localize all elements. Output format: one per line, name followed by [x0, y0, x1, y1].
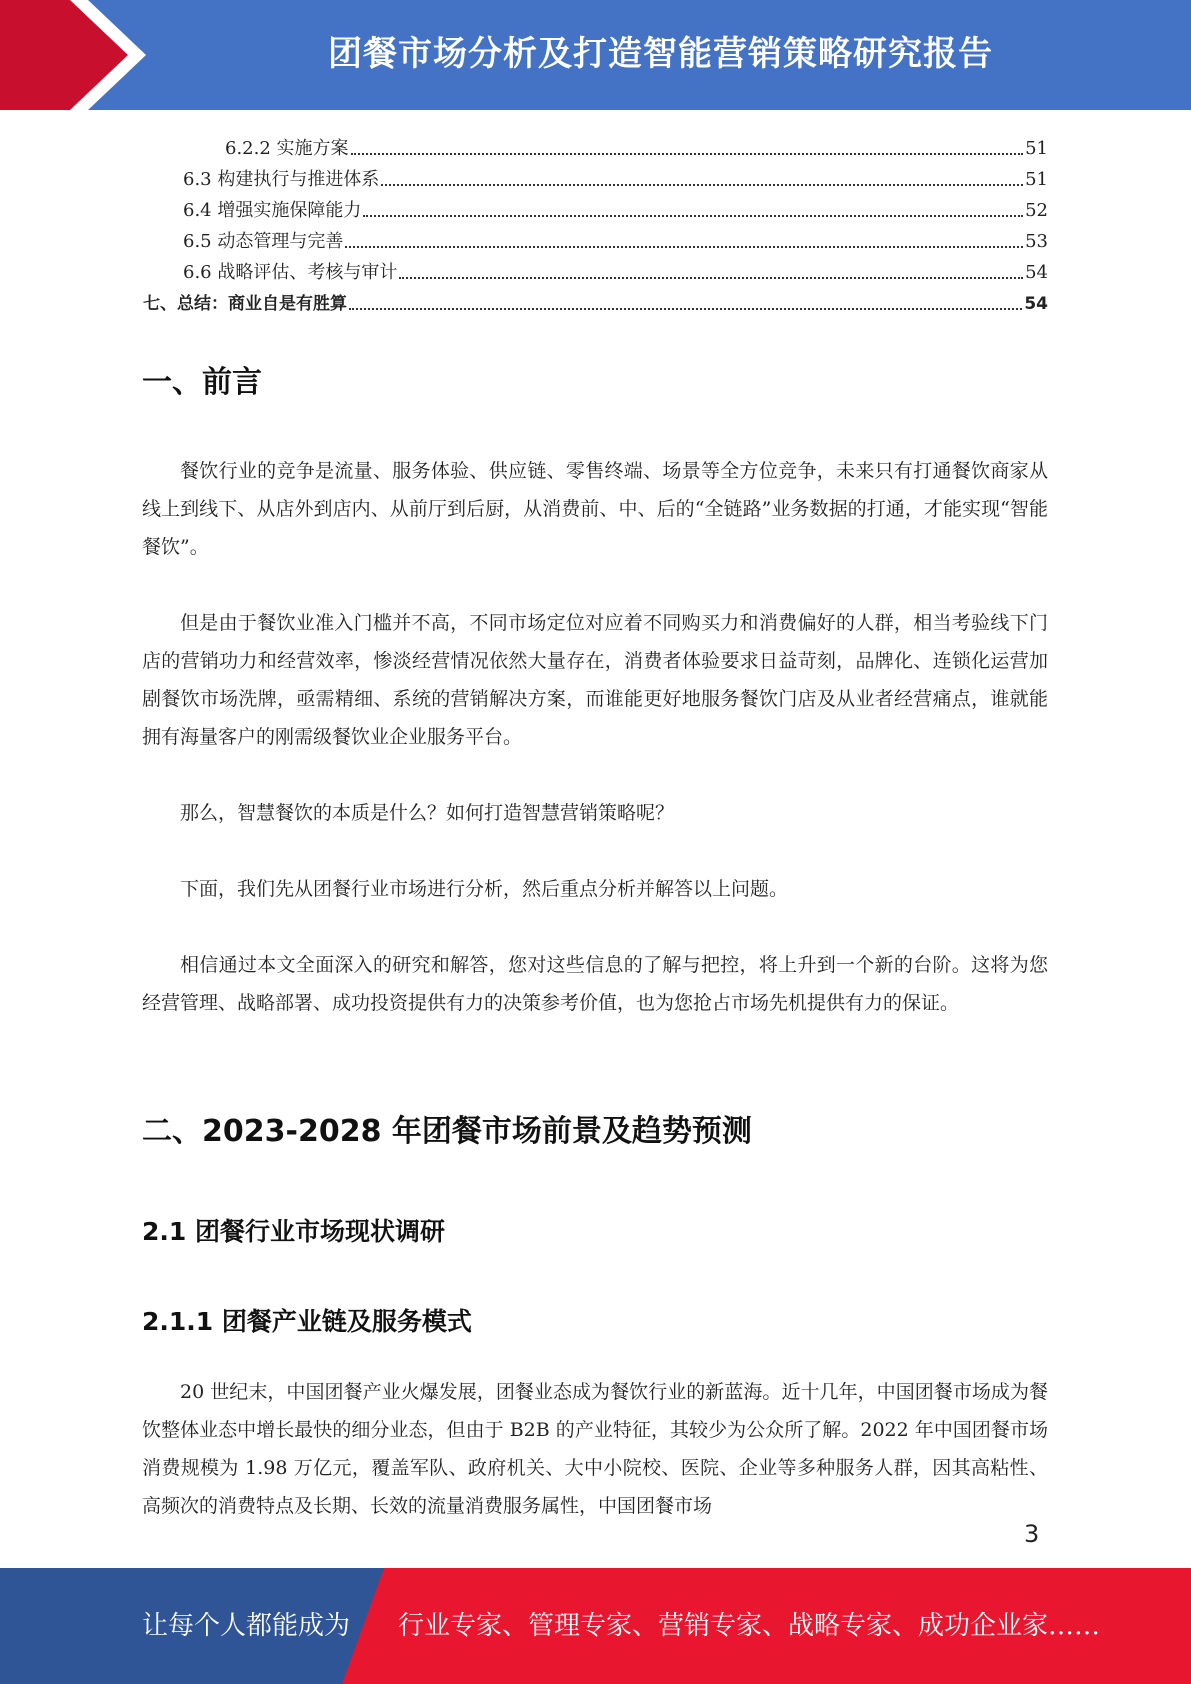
- section-heading: 二、2023-2028 年团餐市场前景及趋势预测: [142, 1114, 752, 1149]
- toc-entry[interactable]: [143, 254, 1048, 285]
- body-paragraph: 但是由于餐饮业准入门槛并不高，不同市场定位对应着不同购买力和消费偏好的人群，相当考验线下门店的营销功力和经营效率，惨淡经营情况依然大量存在，消费者体验要求日益苛刻，品牌化、连锁化运营加剧餐饮市场洗牌，亟需精细、系统的营销解决方案，而谁能更好地服务餐饮门店及从业者经营痛点，谁就能拥有海量客户的刚需级餐饮业企业服务平台。: [142, 612, 1048, 748]
- toc-leader-dots: [349, 308, 1022, 310]
- toc-entry-label: 6.5 动态管理与完善: [183, 231, 344, 252]
- toc-leader-dots: [345, 246, 1023, 248]
- table-of-contents: [143, 130, 1048, 316]
- toc-entry[interactable]: [143, 285, 1048, 316]
- toc-entry[interactable]: [143, 130, 1048, 161]
- footer-slogan-left: 让每个人都能成为: [142, 1611, 351, 1641]
- subsection-heading: 2.1 团餐行业市场现状调研: [142, 1217, 445, 1246]
- body-paragraph: 餐饮行业的竞争是流量、服务体验、供应链、零售终端、场景等全方位竞争，未来只有打通餐饮商家从线上到线下、从店外到店内、从前厅到后厨，从消费前、中、后的“全链路”业务数据的打通，才能实现“智能餐饮”。: [142, 460, 1048, 558]
- footer-bar: [0, 1568, 1191, 1684]
- body-paragraph: 那么，智慧餐饮的本质是什么？如何打造智慧营销策略呢？: [180, 802, 675, 824]
- body-paragraph: 20 世纪末，中国团餐产业火爆发展，团餐业态成为餐饮行业的新蓝海。近十几年，中国团餐市场成为餐饮整体业态中增长最快的细分业态，但由于 B2B 的产业特征，其较少为公众所了解。2022 年中国团餐市场消费规模为 1.98 万亿元，覆盖军队、政府机关、大中小院校、医院、企业等多种服务人群，因其高粘性、高频次的消费特点及长期、长效的流量消费服务属性，中国团餐市场: [142, 1381, 1048, 1517]
- toc-entry-page: 54: [1024, 294, 1048, 314]
- header-bar: [0, 0, 1191, 110]
- subsubsection-heading: 2.1.1 团餐产业链及服务模式: [142, 1307, 472, 1336]
- toc-entry-page: 54: [1025, 262, 1048, 283]
- toc-entry-label: 6.4 增强实施保障能力: [183, 200, 362, 221]
- document-title: 团餐市场分析及打造智能营销策略研究报告: [328, 34, 993, 74]
- toc-leader-dots: [399, 277, 1023, 279]
- footer-slogan-right: 行业专家、管理专家、营销专家、战略专家、成功企业家……: [398, 1611, 1101, 1641]
- toc-entry-label: 6.3 构建执行与推进体系: [183, 169, 380, 190]
- body-paragraph: 下面，我们先从团餐行业市场进行分析，然后重点分析并解答以上问题。: [180, 878, 789, 900]
- toc-entry-label: 6.6 战略评估、考核与审计: [183, 262, 398, 283]
- toc-entry[interactable]: [143, 161, 1048, 192]
- toc-entry-label: 七、总结：商业自是有胜算: [143, 294, 347, 314]
- toc-leader-dots: [351, 153, 1024, 155]
- toc-entry-page: 53: [1025, 231, 1048, 252]
- toc-leader-dots: [381, 184, 1023, 186]
- page-number: 3: [1024, 1520, 1040, 1548]
- body-paragraph: 相信通过本文全面深入的研究和解答，您对这些信息的了解与把控，将上升到一个新的台阶。这将为您经营管理、战略部署、成功投资提供有力的决策参考价值，也为您抢占市场先机提供有力的保证。: [142, 954, 1048, 1014]
- toc-entry-page: 51: [1025, 169, 1048, 190]
- toc-leader-dots: [363, 215, 1023, 217]
- toc-entry-page: 52: [1025, 200, 1048, 221]
- section-heading: 一、前言: [142, 365, 262, 400]
- toc-entry-page: 51: [1025, 138, 1048, 159]
- toc-entry[interactable]: [143, 223, 1048, 254]
- toc-entry-label: 6.2.2 实施方案: [225, 138, 349, 159]
- toc-entry[interactable]: [143, 192, 1048, 223]
